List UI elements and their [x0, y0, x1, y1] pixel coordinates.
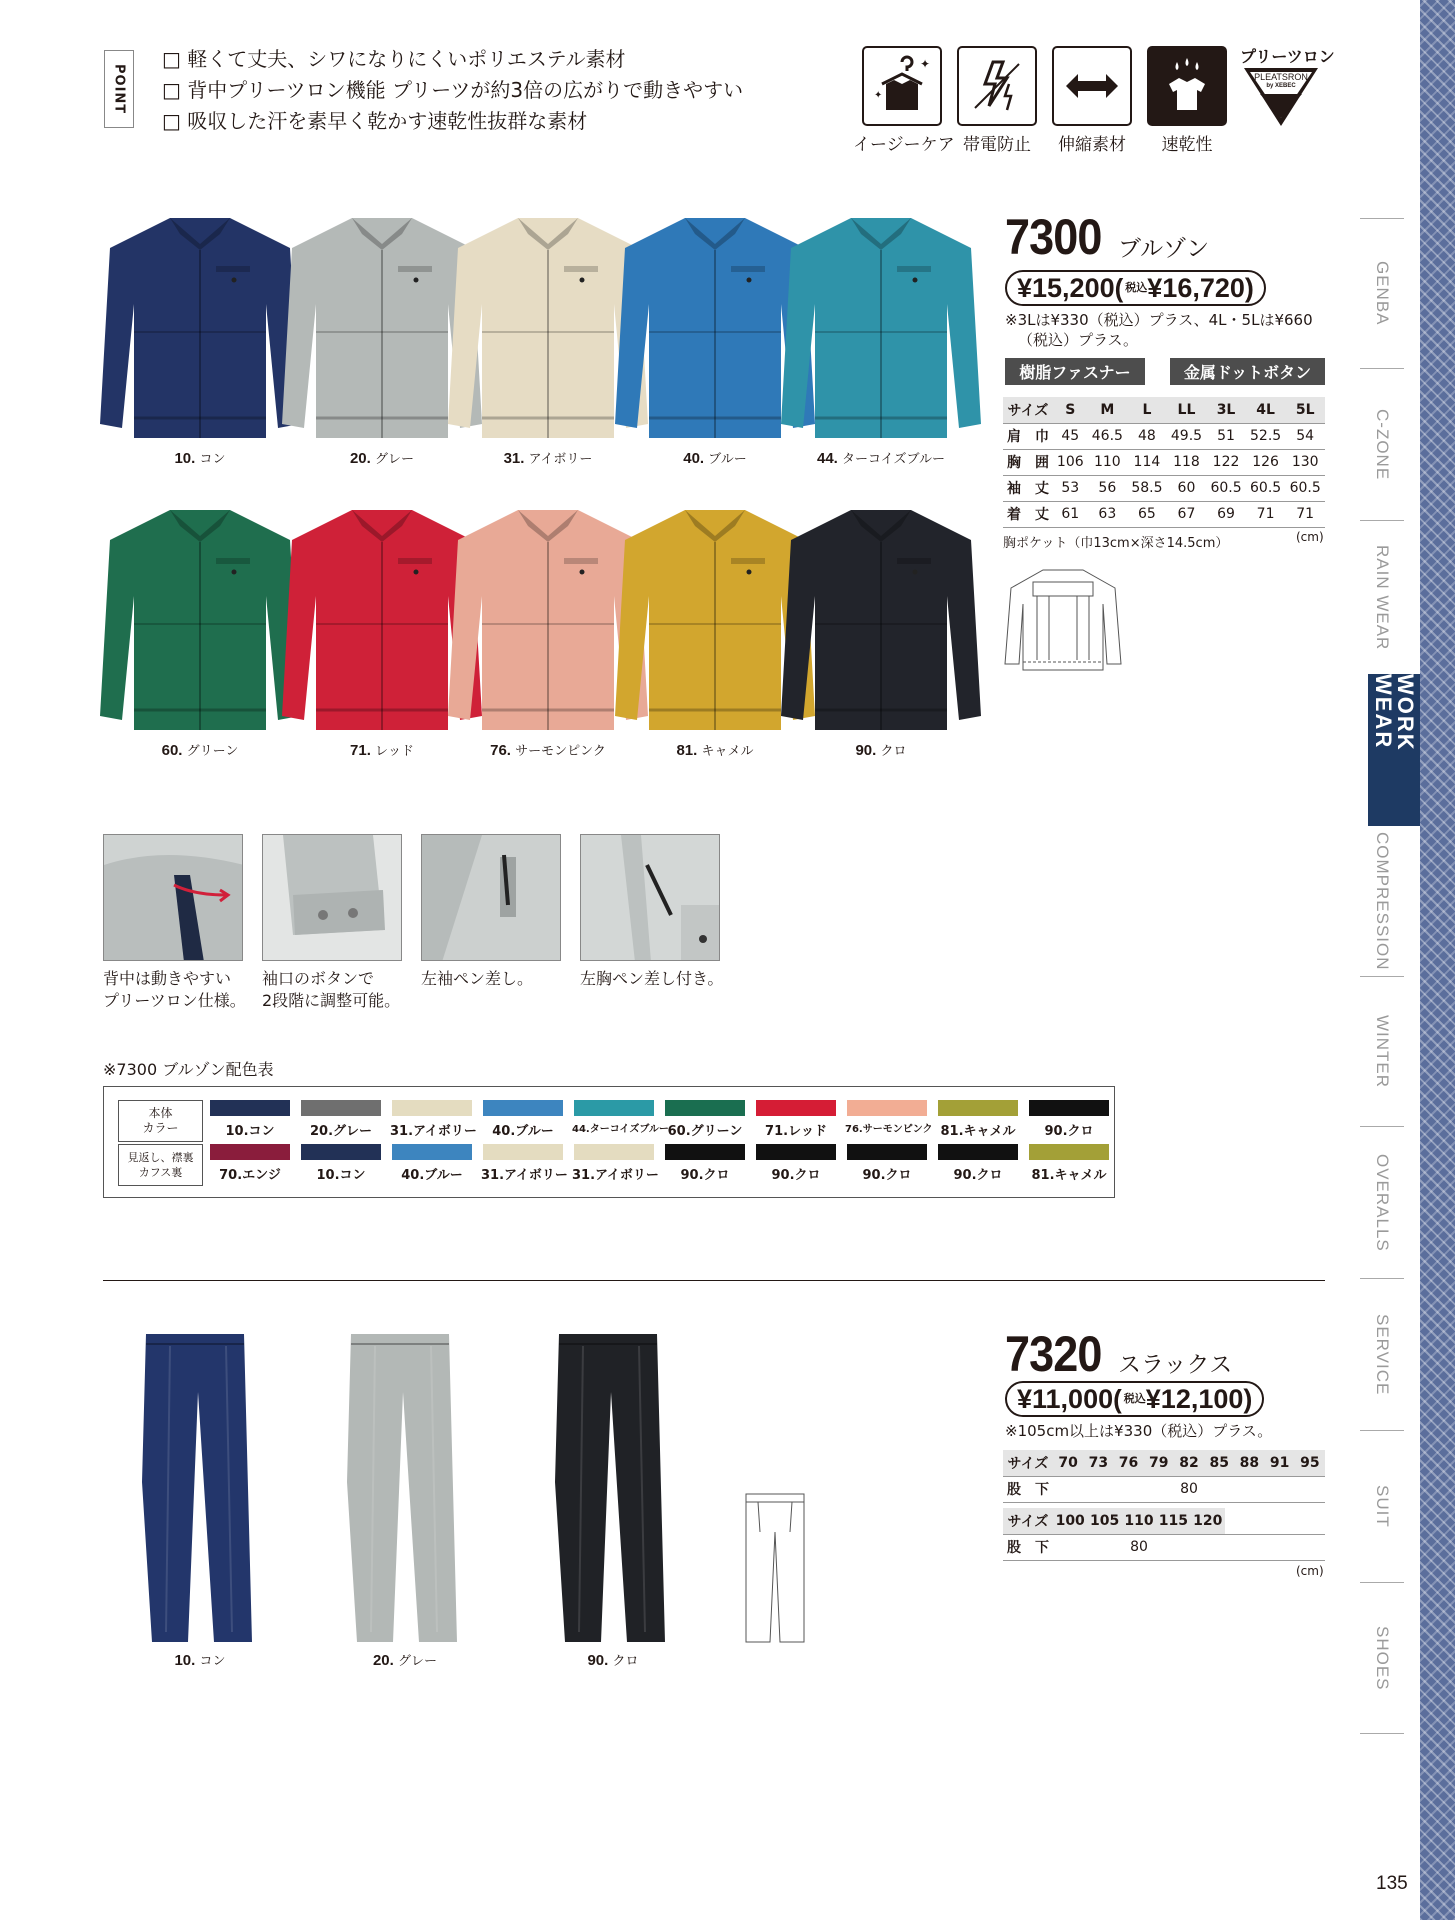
logo-sub: by XEBEC	[1266, 83, 1296, 89]
color-swatch	[756, 1100, 836, 1116]
color-swatch	[301, 1144, 381, 1160]
slacks-photo	[140, 1332, 260, 1644]
size-table-7300	[1003, 397, 1325, 528]
color-swatch	[938, 1144, 1018, 1160]
point-item: □ 吸収した汗を素早く乾かす速乾性抜群な素材	[162, 109, 588, 133]
color-code: 90.	[855, 742, 881, 759]
price-note: （税込）プラス。	[1018, 331, 1139, 349]
price-box: ¥11,000 ( 税込 ¥12,100 )	[1005, 1381, 1264, 1417]
color-caption	[100, 448, 300, 467]
slacks-photo	[345, 1332, 465, 1644]
size-cell: 88	[1234, 1450, 1264, 1476]
point-label: POINT	[104, 50, 134, 128]
color-chart-label: 31.アイボリー	[390, 1124, 477, 1139]
size-cell: M	[1088, 397, 1128, 423]
size-cell: 65	[1137, 506, 1156, 522]
size-cell: 80	[1180, 1481, 1198, 1497]
size-cell: 82	[1174, 1450, 1204, 1476]
size-cell: 118	[1173, 454, 1200, 470]
color-swatch	[574, 1144, 654, 1160]
color-code: 10.	[174, 450, 200, 467]
color-chart-label: 44.ターコイズブルー	[572, 1124, 669, 1135]
product-name: スラックス	[1118, 1352, 1233, 1378]
point-item: □ 軽くて丈夫、シワになりにくいポリエステル素材	[162, 47, 626, 71]
color-chart-cell	[208, 1100, 292, 1139]
color-chart-cell	[663, 1100, 747, 1139]
size-cell: 股 下	[1007, 1540, 1049, 1556]
tag-resin-zipper: 樹脂ファスナー	[1005, 358, 1145, 385]
size-cell: 股 下	[1007, 1482, 1049, 1498]
color-chart-cell	[481, 1144, 568, 1183]
size-cell: 46.5	[1091, 428, 1123, 444]
color-chart-cell	[1027, 1144, 1111, 1183]
size-cell: 60	[1177, 480, 1196, 496]
detail-caption: 袖口のボタンで 2段階に調整可能。	[262, 969, 401, 1010]
color-swatch	[301, 1100, 381, 1116]
size-cell: 着 丈	[1007, 507, 1049, 523]
jacket-photo	[100, 506, 300, 736]
size-cell: 45	[1061, 428, 1080, 444]
size-cell: 122	[1212, 454, 1240, 470]
side-nav-service[interactable]: SERVICE	[1360, 1278, 1404, 1430]
side-nav-suit[interactable]: SUIT	[1360, 1430, 1404, 1582]
detail-photo-chest-pen	[580, 834, 720, 961]
color-code: 20.	[372, 1652, 398, 1669]
unit-label: (cm)	[1296, 1564, 1324, 1578]
color-swatch	[1029, 1144, 1109, 1160]
size-row	[1003, 1476, 1325, 1502]
color-chart-label: 40.ブルー	[401, 1168, 463, 1183]
size-table-7320-b	[1003, 1508, 1325, 1561]
color-name: グリーン	[186, 744, 239, 759]
color-chart-cell	[390, 1100, 477, 1139]
color-chart-cell	[208, 1144, 292, 1183]
size-cell: 3L	[1206, 397, 1246, 423]
jacket-back-diagram	[1003, 566, 1123, 678]
size-cell: 91	[1265, 1450, 1295, 1476]
color-swatch	[210, 1144, 290, 1160]
jacket-photo	[100, 214, 300, 444]
color-chart-label: 10.コン	[225, 1124, 275, 1139]
size-cell: 100	[1053, 1508, 1087, 1534]
size-cell: 袖 丈	[1007, 481, 1049, 497]
svg-text:✦: ✦	[920, 57, 931, 71]
size-cell: サイズ	[1003, 1450, 1053, 1476]
size-cell: サイズ	[1003, 1508, 1053, 1534]
section-divider	[103, 1280, 1325, 1281]
detail-caption: 背中は動きやすい プリーツロン仕様。	[103, 969, 246, 1010]
color-chart-cell	[936, 1100, 1020, 1139]
product-number: 7300	[1005, 209, 1102, 265]
color-code: 76.	[490, 742, 516, 759]
color-chart-cell	[299, 1100, 383, 1139]
color-caption	[513, 1650, 713, 1669]
color-swatch	[665, 1100, 745, 1116]
size-cell: 60.5	[1210, 480, 1242, 496]
size-cell: L	[1127, 397, 1167, 423]
price-box: ¥15,200 ( 税込 ¥16,720 )	[1005, 270, 1266, 306]
color-chart-label: 31.アイボリー	[572, 1168, 659, 1183]
color-code: 44.	[817, 450, 843, 467]
color-chart-cell	[754, 1100, 838, 1139]
size-row	[1003, 475, 1325, 501]
color-chart-cell	[936, 1144, 1020, 1183]
jacket-photo	[781, 506, 981, 736]
size-cell: 63	[1098, 506, 1117, 522]
side-pattern-strip	[1420, 0, 1455, 1920]
color-chart-label: 70.エンジ	[219, 1168, 281, 1183]
color-code: 10.	[174, 1652, 200, 1669]
slacks-photo	[553, 1332, 673, 1644]
unit-label: (cm)	[1296, 530, 1324, 544]
color-chart-label: 40.ブルー	[492, 1124, 554, 1139]
color-code: 40.	[683, 450, 709, 467]
color-chart-row2-label: 見返し、襟裏 カフス裏	[118, 1144, 203, 1186]
detail-photo-sleeve-pen	[421, 834, 561, 961]
color-chart-label: 20.グレー	[309, 1124, 373, 1139]
color-chart-cell	[845, 1144, 929, 1183]
size-cell: 53	[1061, 480, 1080, 496]
color-chart-label: 10.コン	[316, 1168, 366, 1183]
jacket-photo	[781, 214, 981, 444]
color-name: レッド	[375, 744, 414, 759]
size-row	[1003, 1534, 1325, 1560]
tax-label: 税込	[1125, 281, 1148, 294]
tax-label: 税込	[1123, 1392, 1146, 1405]
size-cell: 71	[1296, 506, 1315, 522]
size-row	[1003, 397, 1325, 423]
antistatic-icon	[957, 46, 1037, 126]
size-cell: LL	[1167, 397, 1207, 423]
size-cell: 85	[1204, 1450, 1234, 1476]
size-cell: 110	[1093, 454, 1121, 470]
color-chart-label: 90.クロ	[1044, 1124, 1094, 1139]
size-cell: 52.5	[1250, 428, 1282, 444]
size-cell: 71	[1256, 506, 1275, 522]
tag-metal-button: 金属ドットボタン	[1170, 358, 1325, 385]
brand-name: プリーツロン	[1240, 49, 1335, 66]
color-caption	[781, 740, 981, 759]
color-chart-cell	[299, 1144, 383, 1183]
color-name: クロ	[612, 1654, 639, 1669]
color-chart-cell	[481, 1100, 565, 1139]
color-swatch	[392, 1144, 472, 1160]
svg-text:✦: ✦	[874, 90, 883, 101]
color-chart-label: 71.レッド	[765, 1124, 827, 1139]
color-caption	[100, 740, 300, 759]
color-swatch	[847, 1144, 927, 1160]
color-name: ターコイズブルー	[842, 452, 945, 467]
size-cell: 49.5	[1170, 428, 1203, 444]
size-cell: S	[1053, 397, 1088, 423]
size-cell: 79	[1144, 1450, 1174, 1476]
pleatsron-logo	[1240, 64, 1322, 130]
stretch-icon	[1052, 46, 1132, 126]
size-cell: サイズ	[1003, 397, 1053, 423]
size-row	[1003, 501, 1325, 527]
color-caption	[781, 448, 981, 467]
feature-label: 帯電防止	[963, 135, 1031, 155]
color-code: 71.	[350, 742, 376, 759]
color-name: グレー	[398, 1654, 438, 1669]
color-chart-cell	[572, 1144, 659, 1183]
easy-care-icon	[862, 46, 942, 126]
color-chart-label: 90.クロ	[680, 1168, 730, 1183]
size-cell: 106	[1056, 454, 1084, 470]
color-swatch	[483, 1144, 563, 1160]
feature-label: 伸縮素材	[1058, 135, 1126, 155]
price-tax: ¥12,100	[1145, 1383, 1244, 1414]
size-cell-empty	[1225, 1534, 1325, 1560]
size-cell: 130	[1291, 454, 1319, 470]
size-cell: 105	[1087, 1508, 1121, 1534]
product-name: ブルゾン	[1118, 236, 1210, 262]
size-cell: 胸 囲	[1007, 455, 1049, 471]
size-row	[1003, 1508, 1325, 1534]
color-chart-cell	[663, 1144, 747, 1183]
logo-text: PLEATSRON	[1254, 72, 1308, 82]
page-number: 135	[1376, 1873, 1408, 1894]
size-cell: 4L	[1246, 397, 1286, 423]
size-row	[1003, 423, 1325, 449]
size-cell: 70	[1053, 1450, 1083, 1476]
size-cell: 5L	[1285, 397, 1325, 423]
color-name: コン	[199, 1654, 226, 1669]
detail-photo-cuff	[262, 834, 402, 961]
color-caption	[100, 1650, 300, 1669]
color-code: 31.	[503, 450, 529, 467]
color-swatch	[574, 1100, 654, 1116]
color-name: ブルー	[708, 452, 747, 467]
color-chart-label: 76.サーモンピンク	[845, 1124, 933, 1135]
color-chart-label: 90.クロ	[771, 1168, 821, 1183]
side-nav-compression[interactable]: COMPRESSION	[1373, 831, 1392, 971]
size-table-7320-a	[1003, 1450, 1325, 1503]
size-cell: 76	[1113, 1450, 1143, 1476]
color-chart-label: 60.グリーン	[667, 1124, 743, 1139]
size-cell: 69	[1217, 506, 1235, 522]
side-nav-winter[interactable]: WINTER	[1360, 976, 1404, 1126]
color-name: グレー	[375, 452, 415, 467]
feature-label: イージーケア	[853, 135, 955, 155]
side-nav-shoes[interactable]: SHOES	[1360, 1582, 1404, 1734]
point-item: □ 背中プリーツロン機能 プリーツが約3倍の広がりで動きやすい	[162, 78, 744, 102]
size-cell: 80	[1130, 1539, 1148, 1555]
color-chart-title: ※7300 ブルゾン配色表	[103, 1060, 274, 1079]
size-cell: 54	[1296, 428, 1315, 444]
size-cell: 48	[1137, 428, 1156, 444]
pants-diagram	[742, 1492, 808, 1644]
color-name: アイボリー	[528, 452, 593, 467]
color-code: 90.	[587, 1652, 613, 1669]
size-cell: 60.5	[1250, 480, 1282, 496]
size-cell: 73	[1083, 1450, 1113, 1476]
color-swatch	[483, 1100, 563, 1116]
size-cell: 120	[1191, 1508, 1225, 1534]
size-row	[1003, 1450, 1325, 1476]
color-chart-label: 90.クロ	[862, 1168, 912, 1183]
side-nav-czone[interactable]: C-ZONE	[1360, 368, 1404, 520]
size-cell: 56	[1098, 480, 1117, 496]
detail-caption: 左袖ペン差し。	[421, 969, 534, 988]
color-code: 60.	[161, 742, 187, 759]
color-swatch	[665, 1144, 745, 1160]
color-chart-label: 90.クロ	[953, 1168, 1003, 1183]
color-name: クロ	[880, 744, 907, 759]
color-chart-label: 81.キャメル	[1031, 1168, 1107, 1183]
size-cell: 126	[1252, 454, 1279, 470]
size-cell: 67	[1177, 506, 1196, 522]
color-chart-cell	[572, 1100, 669, 1136]
color-chart-label: 81.キャメル	[940, 1124, 1016, 1139]
color-chart-cell	[754, 1144, 838, 1183]
detail-photo-back	[103, 834, 243, 961]
color-swatch	[938, 1100, 1018, 1116]
size-row	[1003, 449, 1325, 475]
color-swatch	[392, 1100, 472, 1116]
size-cell: 51	[1217, 428, 1235, 444]
price-tax: ¥16,720	[1147, 272, 1245, 303]
size-cell: 肩 巾	[1007, 429, 1049, 445]
color-chart-cell	[1027, 1100, 1111, 1139]
quick-dry-icon	[1147, 46, 1227, 126]
size-cell: 61	[1061, 506, 1080, 522]
color-code: 81.	[676, 742, 702, 759]
pocket-note: 胸ポケット（巾13cm×深さ14.5cm）	[1003, 536, 1229, 551]
size-cell: 95	[1295, 1450, 1325, 1476]
product-number: 7320	[1005, 1326, 1102, 1382]
side-nav-overalls[interactable]: OVERALLS	[1360, 1126, 1404, 1278]
size-cell: 110	[1122, 1508, 1156, 1534]
side-nav-workwear[interactable]: WORK WEAR	[1368, 674, 1420, 826]
price-note: ※3Lは¥330（税込）プラス、4L・5Lは¥660	[1005, 311, 1313, 329]
color-swatch	[847, 1100, 927, 1116]
color-chart-cell	[390, 1144, 474, 1183]
price: ¥11,000	[1017, 1383, 1114, 1414]
color-swatch	[756, 1144, 836, 1160]
color-chart-row1-label: 本体 カラー	[118, 1100, 203, 1142]
feature-label: 速乾性	[1161, 135, 1213, 155]
size-cell: 60.5	[1289, 480, 1321, 496]
price-note: ※105cm以上は¥330（税込）プラス。	[1005, 1422, 1273, 1440]
detail-caption: 左胸ペン差し付き。	[580, 969, 724, 988]
size-cell: 58.5	[1131, 480, 1163, 496]
color-chart-cell	[845, 1100, 933, 1136]
size-cell: 115	[1156, 1508, 1190, 1534]
color-swatch	[210, 1100, 290, 1116]
color-chart	[103, 1086, 1115, 1198]
color-code: 20.	[349, 450, 375, 467]
point-list	[162, 44, 743, 137]
side-nav-rainwear[interactable]: RAIN WEAR	[1360, 520, 1404, 674]
color-name: サーモンピンク	[515, 744, 606, 759]
color-name: コン	[199, 452, 226, 467]
color-swatch	[1029, 1100, 1109, 1116]
side-nav-genba[interactable]: GENBA	[1360, 218, 1404, 368]
color-name: キャメル	[701, 744, 754, 759]
color-chart-label: 31.アイボリー	[481, 1168, 568, 1183]
color-caption	[305, 1650, 505, 1669]
size-cell-empty	[1225, 1508, 1325, 1534]
size-cell: 114	[1133, 454, 1161, 470]
price: ¥15,200	[1017, 272, 1115, 303]
